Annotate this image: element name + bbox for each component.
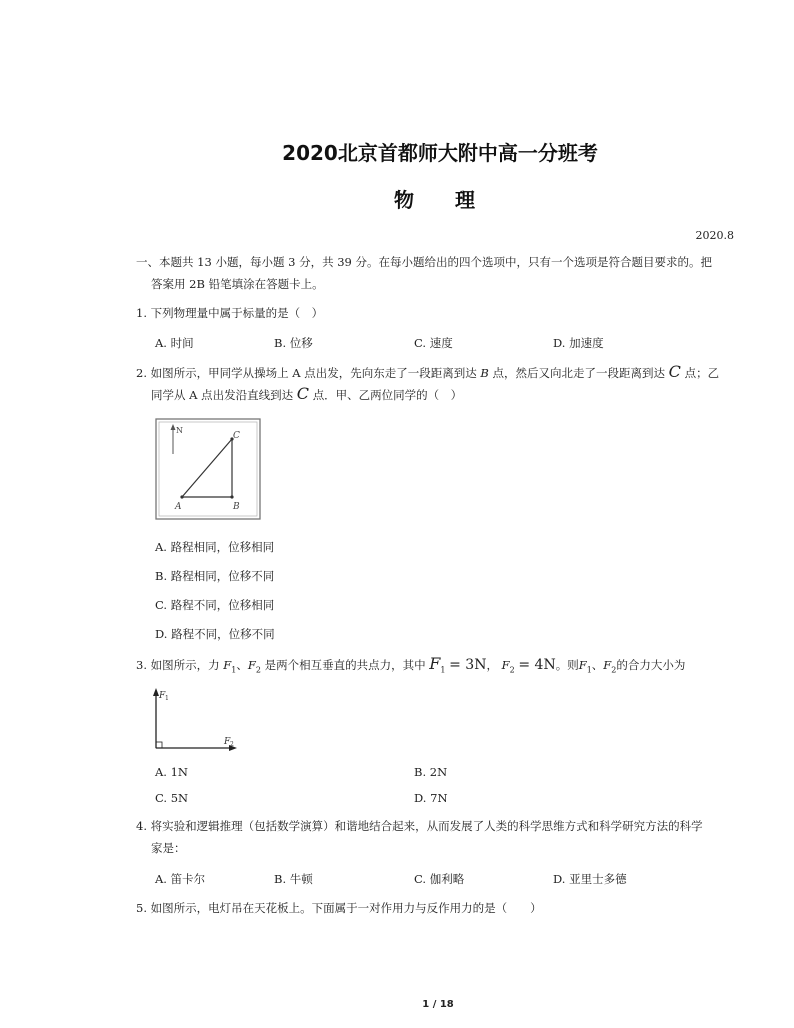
q2-point-a-dot [180, 495, 183, 498]
q2-option-d: D. 路程不同，位移不同 [155, 627, 275, 641]
q3-option-c: C. 5N [155, 791, 189, 805]
q2-stem2-point-c: C [296, 384, 310, 403]
q3-stem-text-a: 3. 如图所示，力 [136, 658, 220, 672]
q1-stem: 1. 下列物理量中属于标量的是（ ） [136, 306, 324, 320]
q3-f1-label-f: F [159, 691, 166, 701]
q1-option-a: A. 时间 [155, 336, 194, 350]
q3-option-a: A. 1N [155, 765, 188, 779]
q4-option-b: B. 牛顿 [274, 872, 313, 886]
q3-stem-f1: F [578, 658, 587, 672]
q2-label-a: A [175, 502, 182, 512]
q3-f1-label-sub: 1 [165, 695, 169, 702]
q3-eq1-subscript: 1 [440, 665, 446, 675]
q3-stem-f2-sub: 2 [611, 665, 617, 675]
q2-stem-line1 [136, 364, 719, 381]
q2-label-c: C [233, 431, 240, 441]
q3-eq2-subscript: 2 [509, 665, 515, 675]
q2-stem-line2 [151, 386, 462, 403]
q3-eq2-value: = 4N [518, 657, 556, 673]
q2-point-b-dot [230, 495, 233, 498]
q3-option-b: B. 2N [414, 765, 448, 779]
q3-eq1-value: = 3N [449, 657, 487, 673]
q2-option-c: C. 路程不同，位移相同 [155, 598, 275, 612]
q3-f2-label-f: F [224, 737, 231, 747]
q3-separator: 、 [236, 658, 248, 672]
subject-char-2: 理 [455, 188, 475, 212]
q5-stem: 5. 如图所示，电灯吊在天花板上。下面属于一对作用力与反作用力的是（ ） [136, 901, 542, 915]
document-title: 2020北京首都师大附中高一分班考 [282, 141, 598, 165]
q3-f1-subscript: 1 [231, 665, 237, 675]
q3-eq2-f: F [501, 658, 510, 672]
exam-date: 2020.8 [695, 229, 734, 242]
q3-right-angle-mark [156, 742, 162, 748]
q3-separator-2: 、 [591, 658, 604, 672]
q3-option-d: D. 7N [414, 791, 448, 805]
section-instruction-line1: 一、本题共 13 小题，每小题 3 分，共 39 分。在每小题给出的四个选项中，只有一个选项是符合题目要求的。把 [136, 255, 713, 269]
q3-force-diagram [148, 686, 248, 754]
q3-eq1-f: F [429, 654, 441, 673]
q1-option-b: B. 位移 [274, 336, 313, 350]
q4-stem-line2: 家是： [151, 841, 186, 855]
q3-stem-f2: F [603, 658, 612, 672]
q2-stem2-text-c: 点．甲、乙两位同学的（ ） [312, 388, 463, 402]
q2-north-label: N [176, 426, 183, 435]
q2-point-b: B [480, 366, 489, 380]
q2-option-b: B. 路程相同，位移不同 [155, 569, 275, 583]
q3-f2-label-sub: 2 [230, 741, 234, 748]
q1-option-d: D. 加速度 [553, 336, 604, 350]
section-instruction-line2: 答案用 2B 铅笔填涂在答题卡上。 [151, 277, 324, 291]
q4-option-c: C. 伽利略 [414, 872, 465, 886]
q4-option-a: A. 笛卡尔 [155, 872, 206, 886]
q3-stem-text-c: 是两个相互垂直的共点力，其中 [264, 658, 426, 672]
subject-char-1: 物 [394, 188, 414, 212]
q4-option-d: D. 亚里士多德 [553, 872, 627, 886]
q2-stem2-text-a: 同学从 A 点出发沿直线到达 [151, 388, 294, 402]
q3-stem [136, 656, 685, 678]
q1-option-c: C. 速度 [414, 336, 453, 350]
q3-f2-subscript: 2 [255, 665, 261, 675]
q2-point-c: C [668, 362, 681, 381]
q4-stem-line1: 4. 将实验和逻辑推理（包括数学演算）和谐地结合起来，从而发展了人类的科学思维方式和科学研究方法的科学 [136, 819, 703, 833]
q2-diagram-frame [156, 419, 260, 519]
q3-f1-symbol: F [223, 658, 232, 672]
page-number: 1 / 18 [422, 999, 454, 1010]
q3-f2-symbol: F [247, 658, 256, 672]
q2-option-a: A. 路程相同，位移相同 [155, 540, 275, 554]
q2-path-diagram [155, 418, 263, 522]
q3-stem-f1-sub: 1 [586, 665, 592, 675]
q2-stem-text-c: 点，然后又向北走了一段距离到达 [492, 366, 666, 380]
q2-label-b: B [233, 502, 240, 512]
q3-comma: ， [486, 658, 498, 672]
q3-stem-text-d: 。则 [555, 658, 579, 672]
q2-stem-text-a: 2. 如图所示，甲同学从操场上 A 点出发，先向东走了一段距离到达 [136, 366, 477, 380]
q3-stem-text-e: 的合力大小为 [616, 658, 686, 672]
q2-stem-text-e: 点；乙 [684, 366, 720, 380]
